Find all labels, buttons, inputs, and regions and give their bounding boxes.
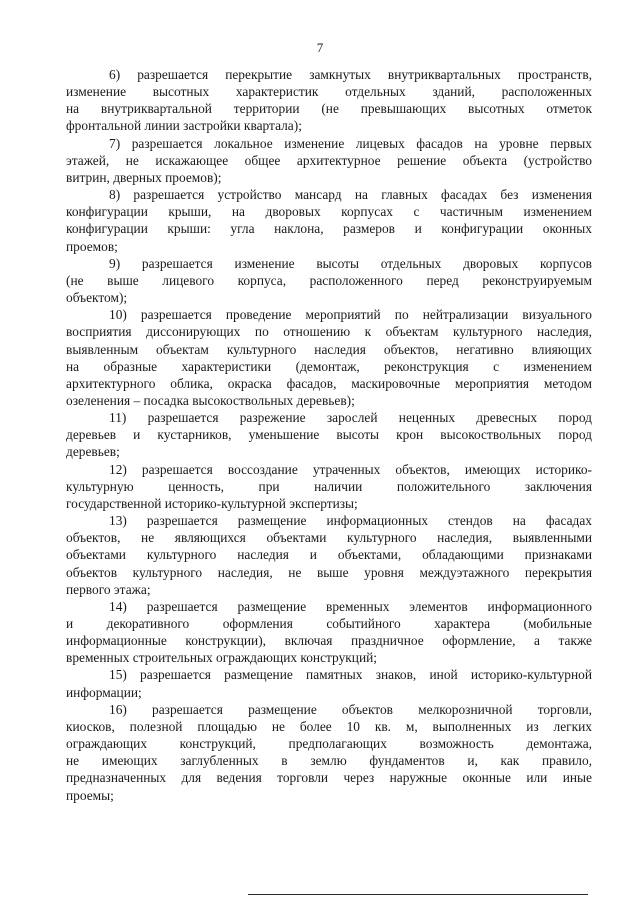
text-line: архитектурного облика, окраска фасадов, маскировочные мероприятия методом — [66, 375, 592, 391]
text-line: 16) разрешается размещение объектов мелкорозничной торговли, — [109, 701, 592, 717]
text-line: 9) разрешается изменение высоты отдельных дворовых корпусов — [109, 255, 592, 271]
text-line: объектов, не являющихся объектами культурного наследия, выявленными — [66, 530, 592, 546]
text-line: 6) разрешается перекрытие замкнутых внутриквартальных пространств, — [109, 67, 592, 82]
text-line: государственной историко-культурной экспертизы; — [66, 495, 358, 511]
text-line: 10) разрешается проведение мероприятий по нейтрализации визуального — [109, 307, 592, 323]
text-line: объектами культурного наследия и объектами, обладающими признаками — [66, 547, 592, 563]
text-line: проемы; — [66, 787, 114, 803]
text-line: на образные характеристики (демонтаж, реконструкция с изменением — [66, 358, 592, 374]
text-line: деревьев; — [66, 444, 120, 460]
text-line: восприятия диссонирующих по отношению к объектам культурного наследия, — [66, 324, 592, 340]
text-line: 15) разрешается размещение памятных знаков, иной историко-культурной — [109, 667, 592, 683]
text-line: и декоративного оформления событийного характера (мобильные — [66, 616, 592, 631]
text-line: озеленения – посадка высокоствольных деревьев); — [66, 392, 355, 408]
text-line: временных строительных ограждающих конструкций; — [66, 650, 377, 666]
text-line: предназначенных для ведения торговли через наружные оконные или иные — [66, 770, 592, 786]
text-line: этажей, не искажающее общее архитектурное решение объекта (устройство — [66, 152, 592, 168]
document-body — [66, 66, 592, 804]
text-line: ограждающих конструкций, предполагающих возможность демонтажа, — [66, 736, 592, 752]
text-line: первого этажа; — [66, 581, 151, 597]
text-line: проемов; — [66, 238, 118, 254]
text-line: не имеющих заглубленных в землю фундаментов и, как правило, — [66, 753, 592, 769]
text-line: конфигурации крыши, на дворовых корпусах с частичным изменением — [66, 204, 592, 220]
text-line: 7) разрешается локальное изменение лицевых фасадов на уровне первых — [109, 135, 592, 151]
text-line: 11) разрешается разрежение зарослей неценных древесных пород — [109, 410, 592, 426]
text-line: изменение высотных характеристик отдельных зданий, расположенных — [66, 84, 592, 100]
text-line: витрин, дверных проемов); — [66, 169, 222, 185]
text-line: 14) разрешается размещение временных элементов информационного — [109, 598, 592, 614]
text-line: информационные конструкции), включая праздничное оформление, а также — [66, 633, 592, 649]
text-line: объектом); — [66, 290, 128, 306]
bottom-rule — [248, 894, 588, 895]
text-line: фронтальной линии застройки квартала); — [66, 118, 302, 134]
text-line: на внутриквартальной территории (не превышающих высотных отметок — [66, 101, 592, 117]
text-line: (не выше лицевого корпуса, расположенного перед реконструируемым — [66, 272, 592, 288]
text-line: конфигурации крыши: угла наклона, размеров и конфигурации оконных — [66, 221, 592, 237]
text-line: 8) разрешается устройство мансард на главных фасадах без изменения — [109, 187, 592, 203]
text-line: киосков, полезной площадью не более 10 кв. м, выполненных из легких — [66, 718, 592, 734]
text-line: объектов культурного наследия, не выше уровня междуэтажного перекрытия — [66, 564, 592, 580]
text-line: выявленным объектам культурного наследия объектов, негативно влияющих — [66, 341, 592, 357]
page-number: 7 — [316, 40, 324, 55]
text-line: культурную ценность, при наличии положительного заключения — [66, 478, 592, 494]
text-line: 13) разрешается размещение информационных стендов на фасадах — [109, 513, 592, 529]
text-line: деревьев и кустарников, уменьшение высоты крон высокоствольных пород — [66, 427, 592, 443]
text-line: информации; — [66, 684, 142, 700]
text-line: 12) разрешается воссоздание утраченных объектов, имеющих историко- — [109, 461, 592, 477]
